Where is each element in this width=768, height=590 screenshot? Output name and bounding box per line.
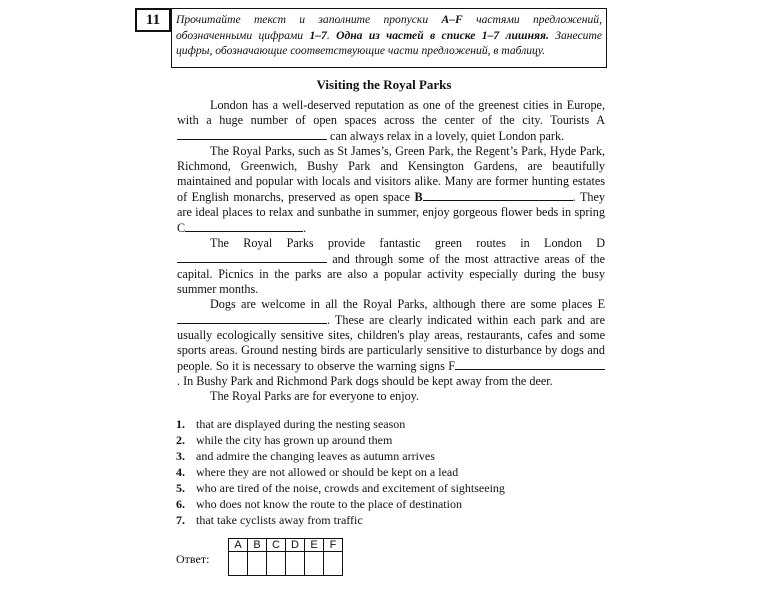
paragraph-1 — [177, 98, 605, 144]
task-instruction — [171, 8, 607, 68]
p4-text-a: Dogs are welcome in all the Royal Parks, although there are some places — [210, 297, 593, 311]
answer-cell-b[interactable] — [248, 552, 267, 576]
option-number: 3. — [176, 449, 185, 463]
option-text: where they are not allowed or should be kept on a lead — [196, 465, 459, 479]
text-title: Visiting the Royal Parks — [316, 77, 452, 92]
p2-text-b: . They are ideal places to relax and sunbathe in summer, enjoy gorgeous flower beds in spring — [177, 190, 605, 219]
gap-label-b: B — [414, 190, 423, 204]
option-item — [176, 448, 505, 464]
instruction-text-3: . — [326, 28, 337, 42]
answer-column-header: D — [286, 539, 305, 552]
answer-header-row — [229, 539, 343, 552]
option-item — [176, 512, 505, 528]
p3-text-a: The Royal Parks provide fantastic green routes in London — [210, 236, 582, 250]
answer-cell-c[interactable] — [267, 552, 286, 576]
gap-label-d: D — [596, 236, 606, 250]
option-text: that are displayed during the nesting season — [196, 417, 406, 431]
option-item — [176, 432, 505, 448]
gap-a-blank — [177, 128, 327, 140]
option-text: and admire the changing leaves as autumn arrives — [196, 449, 435, 463]
answer-column-header: A — [229, 539, 248, 552]
options-list — [176, 416, 505, 528]
p1-text-a: London has a well-deserved reputation as one of the greenest cities in Europe, with a huge number of open spaces across the center of the city. Tourists — [177, 98, 605, 127]
option-text: while the city has grown up around them — [196, 433, 393, 447]
option-number: 7. — [176, 513, 185, 527]
instruction-text-4: Занесите цифры, обозначающие соответствующие части предложений, в таблицу. — [176, 28, 602, 57]
answer-cell-d[interactable] — [286, 552, 305, 576]
gap-f-blank — [455, 358, 605, 370]
answer-cell-f[interactable] — [324, 552, 343, 576]
reading-text — [177, 98, 605, 404]
task-number: 11 — [135, 8, 171, 32]
paragraph-2 — [177, 144, 605, 236]
p2-text-a: The Royal Parks, such as St James’s, Green Park, the Regent’s Park, Hyde Park, Richmond, Greenwich, Bushy Park and Kensington Gardens, are beautifully maintained and popular with locals and visitors alike. Many are former hunting estates of English monarchs, preserved as open space — [177, 144, 605, 204]
instruction-bold-3: Одна из частей в списке 1–7 лишняя. — [336, 28, 549, 42]
option-item — [176, 496, 505, 512]
paragraph-4 — [177, 297, 605, 389]
gap-label-f: F — [448, 359, 455, 373]
answer-label: Ответ: — [176, 552, 210, 566]
answer-cell-a[interactable] — [229, 552, 248, 576]
option-text: who does not know the route to the place of destination — [196, 497, 462, 511]
p4-text-b: . These are clearly indicated within each park and are usually ecologically sensitive sites, children's play areas, restaurants, cafes and some sports areas. Ground nesting birds are particularly sensitive to disturbance by dogs and people. So it is necessary to observe the warning signs — [177, 313, 605, 373]
answer-cell-e[interactable] — [305, 552, 324, 576]
answer-column-header: C — [267, 539, 286, 552]
p3-text-b: and through some of the most attractive areas of the capital. Picnics in the parks are also a popular activity especially during the busy summer months. — [177, 252, 605, 296]
gap-b-blank — [423, 189, 573, 201]
option-item — [176, 464, 505, 480]
instruction-bold-2: 1–7 — [309, 28, 327, 42]
p4-text-c: . In Bushy Park and Richmond Park dogs should be kept away from the deer. — [177, 374, 553, 388]
option-number: 4. — [176, 465, 185, 479]
instruction-bold-1: A–F — [441, 13, 463, 26]
gap-c-blank — [185, 220, 303, 232]
option-item — [176, 480, 505, 496]
option-text: who are tired of the noise, crowds and excitement of sightseeing — [196, 481, 505, 495]
instruction-text-1: Прочитайте текст и заполните пропуски — [176, 13, 442, 26]
paragraph-3 — [177, 236, 605, 297]
option-number: 1. — [176, 417, 185, 431]
gap-label-a: A — [596, 113, 605, 127]
p5-text: The Royal Parks are for everyone to enjoy. — [210, 389, 420, 403]
gap-label-e: E — [597, 297, 606, 311]
gap-e-blank — [177, 312, 327, 324]
option-item — [176, 416, 505, 432]
p2-text-c: . — [303, 221, 307, 235]
answer-table — [228, 538, 343, 576]
answer-input-row — [229, 552, 343, 576]
instruction-text-2: частями предложений, обозначенными цифрами — [176, 13, 603, 42]
answer-column-header: E — [305, 539, 324, 552]
option-number: 5. — [176, 481, 185, 495]
paragraph-5 — [177, 389, 605, 404]
p1-text-b: can always relax in a lovely, quiet London park. — [330, 129, 565, 143]
option-number: 6. — [176, 497, 185, 511]
gap-label-c: C — [177, 221, 186, 235]
gap-d-blank — [177, 251, 327, 263]
option-text: that take cyclists away from traffic — [196, 513, 363, 527]
option-number: 2. — [176, 433, 185, 447]
answer-column-header: B — [248, 539, 267, 552]
answer-column-header: F — [324, 539, 343, 552]
